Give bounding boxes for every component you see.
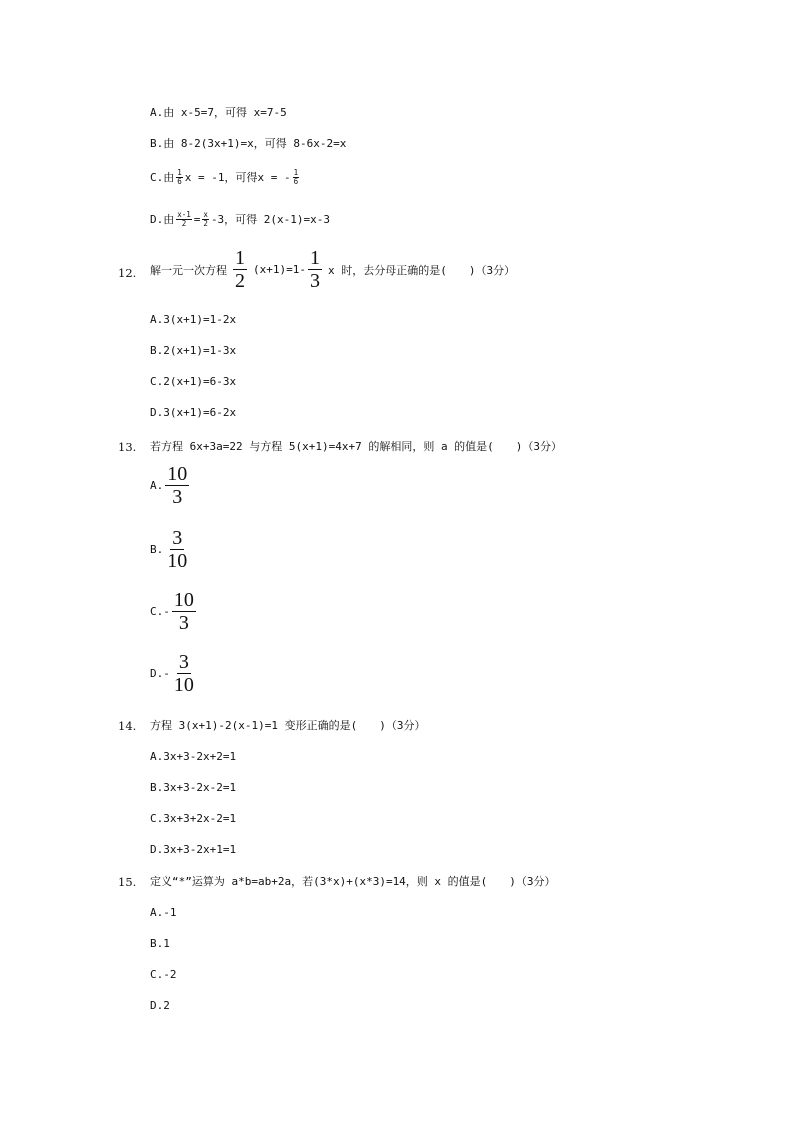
- fraction-numerator: 3: [172, 527, 183, 549]
- q14-option-d: D.3x+3-2x+1=1: [150, 843, 237, 856]
- q11-option-c: [150, 169, 301, 185]
- q11-option-d-prefix: D.由: [150, 213, 175, 226]
- fraction-numerator: 10: [173, 589, 194, 611]
- q11-option-d: [150, 211, 330, 227]
- fraction-denominator: 3: [172, 486, 183, 508]
- q13-option-c-fraction: [172, 590, 196, 633]
- fraction-numerator: 1: [293, 168, 299, 177]
- q12-stem-mid: (x+1)=1-: [253, 263, 306, 276]
- q13-option-a: [150, 464, 191, 507]
- fraction-denominator: 2: [203, 218, 208, 228]
- q11-option-c-prefix: C.由: [150, 171, 175, 184]
- option-label: B.: [150, 543, 164, 556]
- q12-stem: [150, 248, 515, 291]
- fraction-denominator: 2: [181, 218, 187, 228]
- q13-number: 13.: [118, 440, 137, 454]
- fraction-denominator: 10: [167, 550, 188, 572]
- q12-option-d: D.3(x+1)=6-2x: [150, 406, 237, 419]
- q14-number: 14.: [118, 719, 137, 733]
- q13-stem: 若方程 6x+3a=22 与方程 5(x+1)=4x+7 的解相同，则 a 的值是( )（3分）: [150, 440, 563, 453]
- fraction-denominator: 3: [178, 612, 189, 634]
- option-label: D.-: [150, 667, 170, 680]
- fraction-numerator: 1: [235, 247, 245, 269]
- q11-option-c-fraction-2: [293, 169, 300, 185]
- q11-option-d-equals: =: [193, 212, 201, 226]
- q15-stem: 定义“*”运算为 a*b=ab+2a，若(3*x)+(x*3)=14，则 x 的值是( )（3分）: [150, 875, 556, 888]
- fraction-denominator: 10: [173, 674, 194, 696]
- fraction-denominator: 6: [293, 176, 299, 186]
- q12-option-a: A.3(x+1)=1-2x: [150, 313, 237, 326]
- q11-option-d-fraction-2: [202, 211, 209, 227]
- q14-stem: 方程 3(x+1)-2(x-1)=1 变形正确的是( )（3分）: [150, 719, 426, 732]
- q15-option-a: A.-1: [150, 906, 177, 919]
- fraction-numerator: x: [203, 210, 208, 219]
- fraction-numerator: 1: [177, 168, 182, 177]
- q14-option-c: C.3x+3+2x-2=1: [150, 812, 237, 825]
- q14-option-b: B.3x+3-2x-2=1: [150, 781, 237, 794]
- q13-option-c: [150, 590, 198, 633]
- q12-fraction-2: [308, 248, 322, 291]
- q15-option-b: B.1: [150, 937, 170, 950]
- q15-option-c: C.-2: [150, 968, 177, 981]
- q11-option-b: B.由 8-2(3x+1)=x，可得 8-6x-2=x: [150, 137, 347, 150]
- q15-option-d: D.2: [150, 999, 170, 1012]
- q13-option-b: [150, 528, 191, 571]
- fraction-denominator: 6: [177, 176, 182, 186]
- q13-option-a-fraction: [165, 464, 189, 507]
- q11-option-c-middle: x = -1，可得x = -: [184, 171, 291, 184]
- q11-option-d-fraction-1: [176, 211, 192, 227]
- q14-option-a: A.3x+3-2x+2=1: [150, 750, 237, 763]
- q12-fraction-1: [233, 248, 247, 291]
- q12-number: 12.: [118, 266, 137, 280]
- fraction-numerator: 3: [178, 651, 189, 673]
- q13-option-d-fraction: [172, 652, 196, 695]
- q12-option-c: C.2(x+1)=6-3x: [150, 375, 237, 388]
- option-label: A.: [150, 479, 164, 492]
- fraction-denominator: 3: [309, 270, 320, 292]
- fraction-numerator: x-1: [177, 210, 191, 219]
- q11-option-a: A.由 x-5=7，可得 x=7-5: [150, 106, 287, 119]
- fraction-numerator: 10: [167, 463, 188, 485]
- option-label: C.-: [150, 605, 170, 618]
- q12-option-b: B.2(x+1)=1-3x: [150, 344, 237, 357]
- fraction-denominator: 2: [235, 270, 245, 292]
- q13-option-b-fraction: [165, 528, 189, 571]
- q11-option-c-fraction-1: [176, 169, 183, 185]
- q11-option-d-suffix: -3，可得 2(x-1)=x-3: [210, 213, 331, 226]
- q12-stem-pre: 解一元一次方程: [150, 263, 227, 277]
- q15-number: 15.: [118, 875, 137, 889]
- q12-stem-post: x 时，去分母正确的是( )（3分）: [327, 263, 516, 277]
- q13-option-d: [150, 652, 198, 695]
- fraction-numerator: 1: [309, 247, 320, 269]
